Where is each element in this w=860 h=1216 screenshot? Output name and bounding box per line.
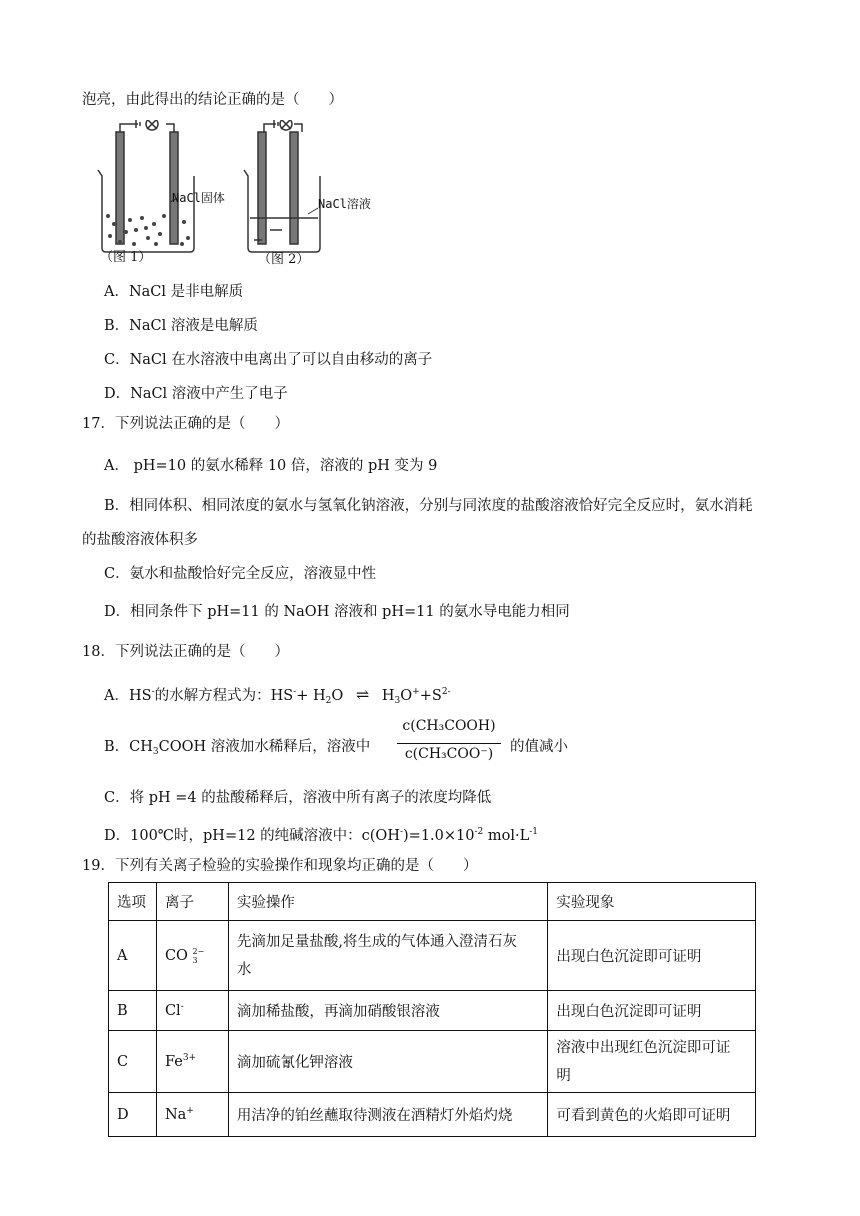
header-option: 选项 [109,883,157,921]
question-16-stem-tail: 泡亮，由此得出的结论正确的是（ ） [82,92,343,108]
q16-option-a: A．NaCl 是非电解质 [104,284,244,300]
q18-option-d: D．100℃时，pH=12 的纯碱溶液中：$c(OH^-)=1.0\times 10^{-2}$ $mol\cdot L^{-1}$ [104,827,539,844]
q16-option-d: D．NaCl 溶液中产生了电子 [104,386,288,402]
q16-option-c: C．NaCl 在水溶液中电离出了可以自由移动的离子 [104,352,433,368]
q18-option-b: B．$CH_3COOH$ 溶液加水稀释后，溶液中 [104,739,371,757]
row-operation: 滴加硫氰化钾溶液 [228,1031,547,1093]
q17-option-b-line2: 的盐酸溶液体积多 [82,532,198,548]
row-option: C [109,1031,157,1093]
fraction-denominator: c(CH₃COO⁻) [404,746,494,762]
table-row [109,991,756,1031]
row-operation: 滴加稀盐酸，再滴加硝酸银溶液 [228,991,547,1031]
figure-2-caption: （图 2） [258,252,310,267]
table-header-row [109,883,756,921]
table-row [109,1093,756,1137]
row-operation: 先滴加足量盐酸,将生成的气体通入澄清石灰 水 [228,921,547,991]
row-ion: CO 2− 3 [156,921,228,991]
row-ion: Cl- [156,991,228,1031]
equilibrium-arrow-icon: ⇌ [355,685,370,704]
row-phenomenon: 可看到黄色的火焰即可证明 [548,1093,756,1137]
q18-option-a: A．HS-的水解方程式为：$HS^-+ H_2O$ ⇌ $H_3O^++S^{2-}$ [104,685,451,706]
q17-option-d: D．相同条件下 pH=11 的 NaOH 溶液和 pH=11 的氨水导电能力相同 [104,604,570,620]
figure-1-caption: （图 1） [100,250,152,265]
row-option: A [109,921,157,991]
fraction-bar [397,743,501,744]
table-row [109,921,756,991]
q17-option-c: C．氨水和盐酸恰好完全反应，溶液显中性 [104,566,377,582]
header-operation: 实验操作 [228,883,547,921]
row-option: B [109,991,157,1031]
q17-option-b-line1: B．相同体积、相同浓度的氨水与氢氧化钠溶液，分别与同浓度的盐酸溶液恰好完全反应时，氨水消耗 [104,498,753,514]
concentration-ratio-fraction [393,716,505,772]
q19-stem: 19．下列有关离子检验的实验操作和现象均正确的是（ ） [82,858,478,874]
q17-stem: 17．下列说法正确的是（ ） [82,416,289,432]
fraction-numerator: c(CH₃COOH) [402,718,496,734]
table-row [109,1031,756,1093]
header-phenomenon: 实验现象 [548,883,756,921]
row-option: D [109,1093,157,1137]
figure-2-beaker [244,120,320,252]
figure-1-beaker [98,120,194,252]
row-phenomenon: 溶液中出现红色沉淀即可证 明 [548,1031,756,1093]
q18-option-c: C．将 pH =4 的盐酸稀释后，溶液中所有离子的浓度均降低 [104,790,492,806]
figure-1-label: NaCl固体 [172,191,225,205]
row-ion: $Fe^{3+}$ [156,1031,228,1093]
figure-2-label: NaCl溶液 [318,197,371,211]
header-ion: 离子 [156,883,228,921]
ion-test-table [108,882,756,1137]
q16-option-b: B．NaCl 溶液是电解质 [104,318,258,334]
row-ion: Na+ [156,1093,228,1137]
row-phenomenon: 出现白色沉淀即可证明 [548,991,756,1031]
q17-option-a: A． pH=10 的氨水稀释 10 倍，溶液的 pH 变为 9 [104,458,438,474]
q18-option-b-tail: 的值减小 [510,739,568,755]
row-operation: 用洁净的铂丝蘸取待测液在酒精灯外焰灼烧 [228,1093,547,1137]
row-phenomenon: 出现白色沉淀即可证明 [548,921,756,991]
q18-stem: 18．下列说法正确的是（ ） [82,644,289,660]
